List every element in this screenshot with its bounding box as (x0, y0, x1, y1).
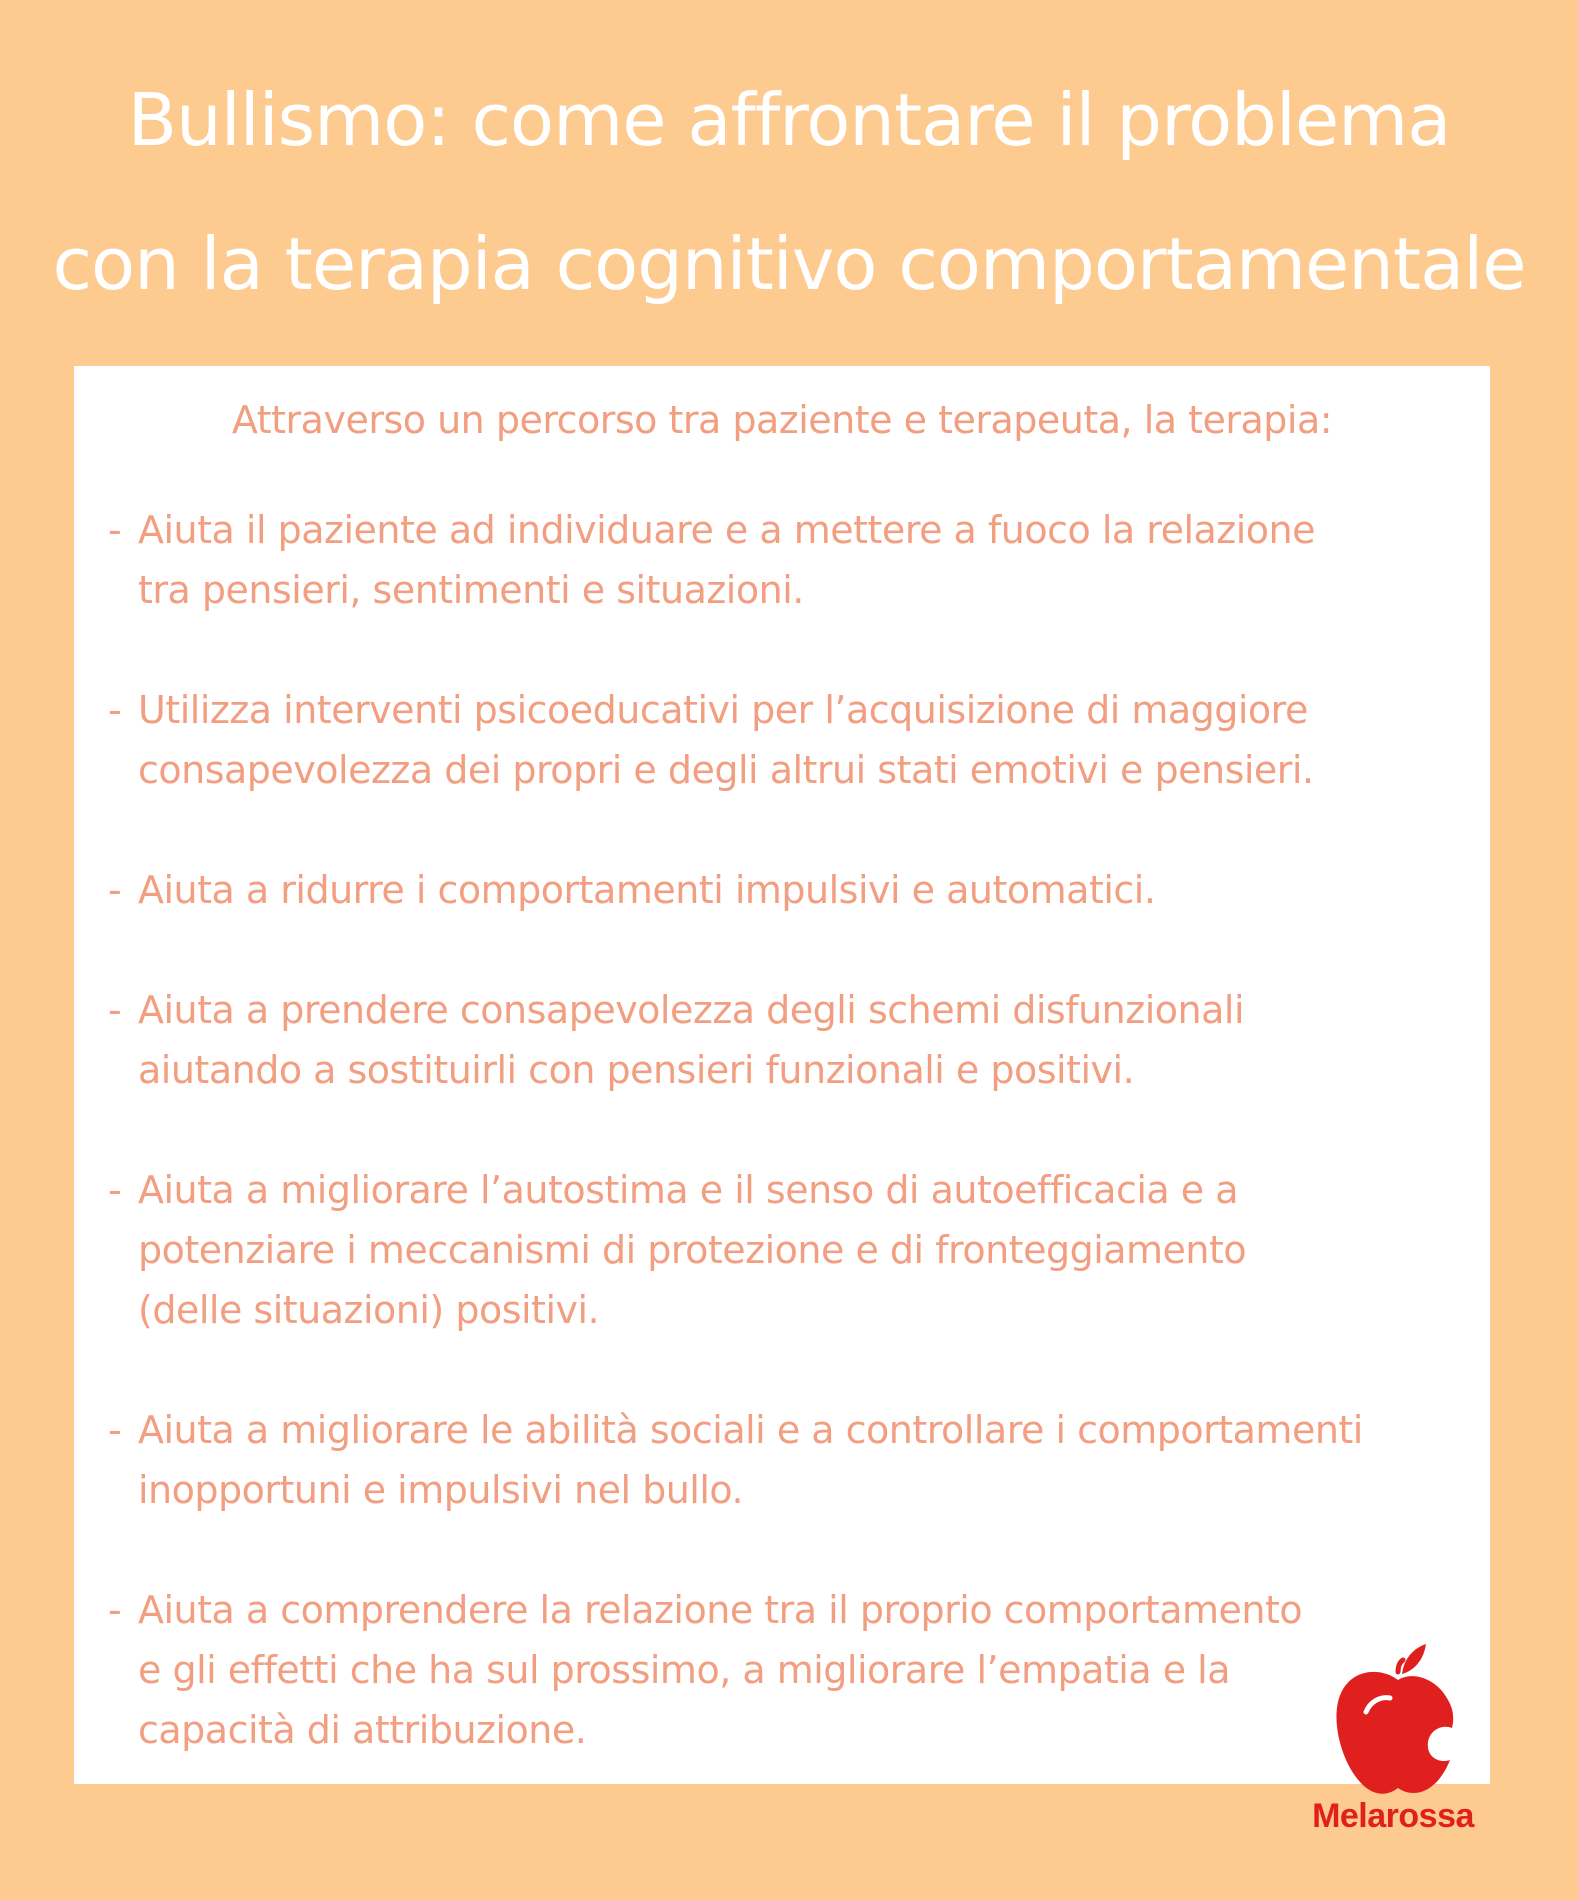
list-item-line: Aiuta a prendere consapevolezza degli schemi disfunzionali (138, 988, 1245, 1032)
apple-leaf-shape (1402, 1644, 1426, 1674)
list-dash: - (108, 688, 122, 732)
list-item (108, 500, 1448, 620)
list-item-line: e gli effetti che ha sul prossimo, a migliorare l’empatia e la (138, 1648, 1231, 1692)
apple-sprout-shape (1436, 1740, 1450, 1752)
list-dash: - (108, 1588, 122, 1632)
list-item (108, 1580, 1448, 1760)
list-dash: - (108, 868, 122, 912)
content-card (74, 366, 1490, 1784)
list-item-line: Aiuta a migliorare l’autostima e il senso di autoefficacia e a (138, 1168, 1239, 1212)
list-item-text (138, 860, 1448, 920)
list-item-line: Aiuta a migliorare le abilità sociali e a controllare i comportamenti (138, 1408, 1363, 1452)
list-item-text (138, 500, 1448, 620)
list-item-line: Aiuta a ridurre i comportamenti impulsivi e automatici. (138, 868, 1156, 912)
list-item-line: tra pensieri, sentimenti e situazioni. (138, 568, 804, 612)
list-item-line: potenziare i meccanismi di protezione e di fronteggiamento (138, 1228, 1247, 1272)
list-dash: - (108, 988, 122, 1032)
therapy-list (108, 500, 1448, 1820)
list-item-text (138, 1160, 1448, 1340)
list-item-line: capacità di attribuzione. (138, 1708, 587, 1752)
list-item-text (138, 680, 1448, 800)
list-item-line: aiutando a sostituirli con pensieri funzionali e positivi. (138, 1048, 1135, 1092)
list-item (108, 980, 1448, 1100)
title-line-2: con la terapia cognitivo comportamentale (52, 222, 1526, 306)
list-item-text (138, 1400, 1448, 1520)
apple-icon (1298, 1620, 1498, 1820)
intro-text: Attraverso un percorso tra paziente e terapeuta, la terapia: (231, 398, 1333, 442)
list-item-line: Aiuta a comprendere la relazione tra il proprio comportamento (138, 1588, 1303, 1632)
list-item-text (138, 1580, 1448, 1760)
list-item-line: Utilizza interventi psicoeducativi per l’acquisizione di maggiore (138, 688, 1308, 732)
brand-logo-text: Melarossa (1312, 1797, 1474, 1835)
title-line-1: Bullismo: come affrontare il problema (127, 78, 1451, 162)
list-item-line: consapevolezza dei propri e degli altrui stati emotivi e pensieri. (138, 748, 1314, 792)
list-item-line: (delle situazioni) positivi. (138, 1288, 600, 1332)
page-title (0, 48, 1578, 336)
list-item-text (138, 980, 1448, 1100)
list-item (108, 1400, 1448, 1520)
list-item (108, 860, 1448, 920)
list-item (108, 680, 1448, 800)
list-item-line: inopportuni e impulsivi nel bullo. (138, 1468, 744, 1512)
list-dash: - (108, 508, 122, 552)
list-item (108, 1160, 1448, 1340)
apple-body-shape (1336, 1672, 1453, 1794)
apple-stem-shape (1398, 1660, 1403, 1672)
list-item-line: Aiuta il paziente ad individuare e a mettere a fuoco la relazione (138, 508, 1316, 552)
list-dash: - (108, 1408, 122, 1452)
list-dash: - (108, 1168, 122, 1212)
